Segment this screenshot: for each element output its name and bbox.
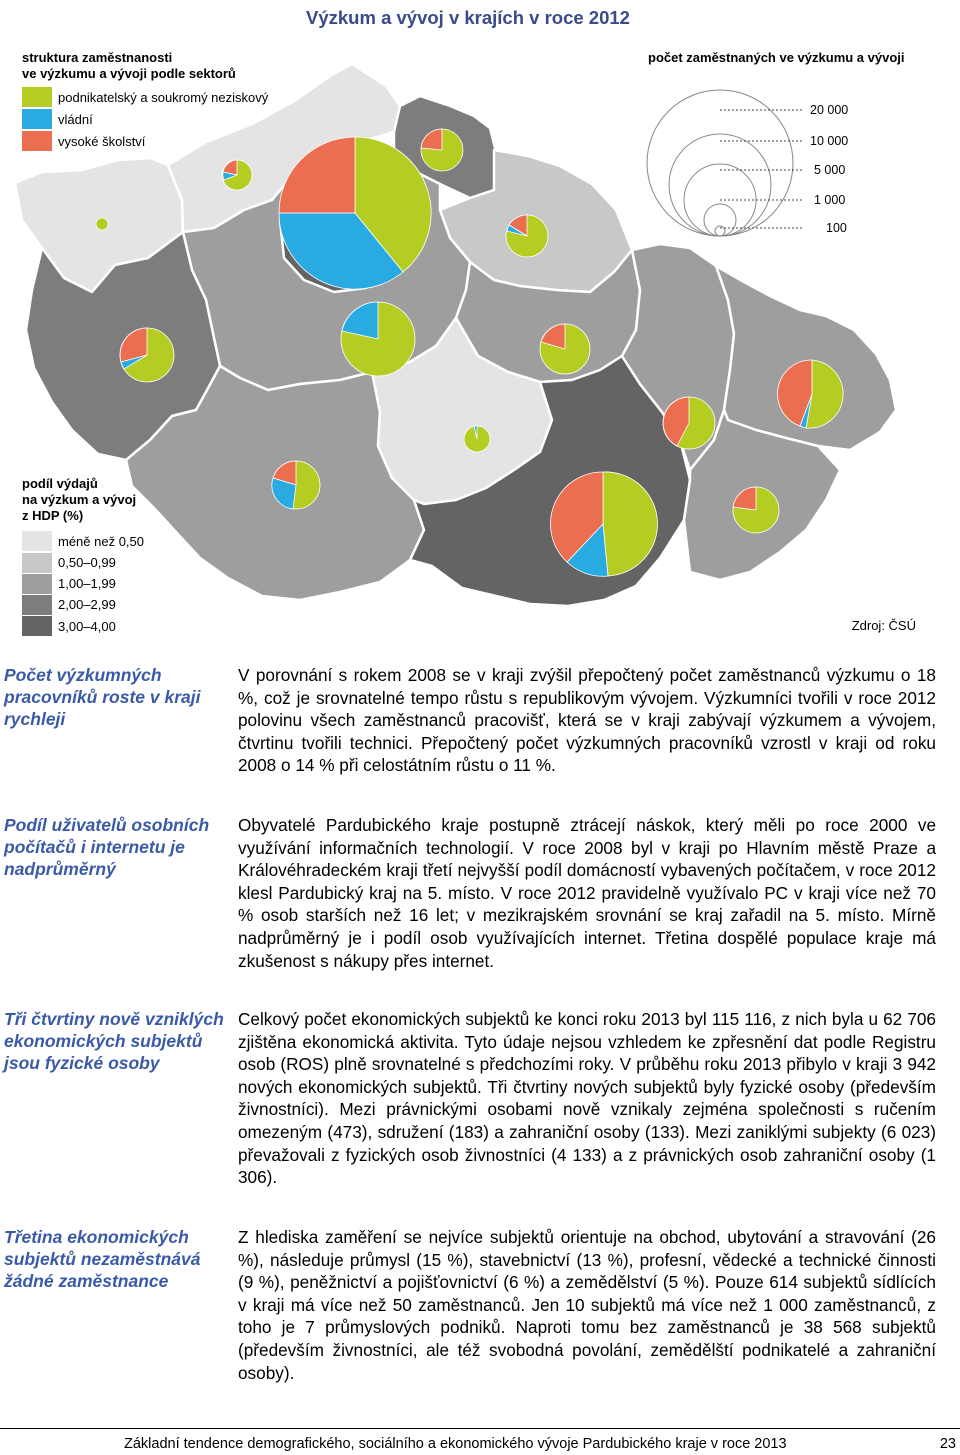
legend-label: vládní (58, 112, 93, 127)
gdp-swatch (22, 595, 52, 615)
gdp-legend-label: 0,50–0,99 (58, 555, 116, 570)
gdp-legend-title: podíl výdajů (22, 476, 98, 491)
gdp-swatch (22, 616, 52, 636)
pie-kralovehradecky (506, 215, 548, 257)
pie-plzensky (120, 328, 174, 382)
pie-ustecky (222, 160, 252, 190)
gdp-legend-label: méně než 0,50 (58, 534, 145, 549)
footer-text: Základní tendence demografického, sociálního a ekonomického vývoje Pardubického kraje v roce 2013 (124, 1436, 787, 1452)
sector-legend-title: ve výzkumu a vývoji podle sektorů (22, 66, 236, 81)
paragraph-research: V porovnání s rokem 2008 se v kraji zvýšil přepočtený počet zaměstnanců výzkumu o 18 %, což je srovnatelné tempo růstu s republikovým vývojem. Výzkumníci tvořili v roce 2012 polovinu všech zaměstnanců pracovišť, která se v kraji zabývají výzkumem a vývojem, čtvrtinu tvořili technici. Přepočtený počet výzkumných pracovníků vzrostl v kraji od roku 2008 o 14 % při celostátním růstu o 11 %. (238, 665, 936, 776)
pie-liberecky (421, 129, 463, 171)
pie-zlinsky (733, 487, 779, 533)
gdp-legend-label: 3,00–4,00 (58, 619, 116, 634)
pie-vysocina (464, 426, 490, 452)
gdp-legend-label: 1,00–1,99 (58, 576, 116, 591)
side-note-new-entities: Tři čtvrtiny nově vzniklých ekonomických subjektů jsou fyzické osoby (4, 1009, 224, 1073)
paragraph-economic-entities: Celkový počet ekonomických subjektů ke konci roku 2013 byl 115 116, z nich byla u 62 706 zjištěna ekonomická aktivita. Tyto údaje nejsou vzhledem ke zpřesnění dat podle Registru osob (ROS) plně srovnatelné s předchozími roky. V průběhu roku 2013 přibylo v kraji 3 942 nových ekonomických subjektů. Tři čtvrtiny nových subjektů byly fyzické osoby (především živnostníci). Mezi právnickými osobami nově vznikaly zejména společnosti s ručením omezeným (473), sdružení (183) a zahraniční osoby (133). Mezi zaniklými subjekty (6 023) převažovali z fyzických osob živnostníci (4 133) a z právnických osob zahraniční osoby (1 306). (238, 1009, 936, 1188)
map-source: Zdroj: ČSÚ (851, 618, 916, 633)
gdp-legend (22, 476, 144, 636)
pie-praha (279, 137, 431, 289)
pie-olomoucky (663, 397, 715, 449)
legend-swatch-higher-education (22, 131, 52, 151)
legend-swatch-government (22, 109, 52, 129)
size-legend-label: 5 000 (814, 163, 846, 177)
pie-jihocesky (272, 461, 320, 509)
pie-stredocesky (341, 302, 415, 376)
sector-legend-title: struktura zaměstnanosti (22, 50, 173, 65)
gdp-legend-title: z HDP (%) (22, 508, 84, 523)
legend-swatch-business (22, 87, 52, 107)
size-legend-label: 1 000 (814, 193, 846, 207)
gdp-swatch (22, 553, 52, 573)
rd-regions-map (0, 0, 960, 650)
pie-moravskoslezsky (777, 360, 843, 428)
side-note-pc-internet: Podíl uživatelů osobních počítačů i internetu je nadprůměrný (4, 815, 210, 879)
size-legend-label: 100 (826, 221, 847, 235)
pie-jihomoravsky (550, 472, 657, 576)
side-note-research-staff: Počet výzkumných pracovníků roste v kraji rychleji (4, 665, 201, 729)
footer-rule (0, 1428, 960, 1429)
size-legend-title: počet zaměstnaných ve výzkumu a vývoji (648, 50, 905, 65)
pie-pardubicky (540, 324, 590, 374)
side-note-no-employees: Třetina ekonomických subjektů nezaměstnává žádné zaměstnance (4, 1227, 201, 1291)
paragraph-ict: Obyvatelé Pardubického kraje postupně ztrácejí náskok, který měli po roce 2000 ve využívání informačních technologií. V roce 2008 byl v kraji po Hlavním městě Praze a Královéhradeckém kraji třetí nejvyšší podíl domácností vybavených počítačem, v roce 2012 klesl Pardubický kraj na 5. místo. V roce 2012 pravidelně využívalo PC v kraji více než 70 % osob starších než 16 let; v mezikrajském srovnání se kraj zařadil na 5. místo. Mírně nadprůměrný je i podíl osob využívajících internet. Třetina dospělé populace kraje má zkušenost s nákupy přes internet. (238, 815, 936, 971)
legend-label: podnikatelský a soukromý neziskový (58, 90, 269, 105)
legend-label: vysoké školství (58, 134, 146, 149)
gdp-swatch (22, 531, 52, 551)
pie-karlovarsky (96, 218, 108, 230)
paragraph-sectors: Z hlediska zaměření se nejvíce subjektů orientuje na obchod, ubytování a stravování (26 %), následuje průmysl (15 %), stavebnictví (13 %), profesní, vědecké a technické činnosti (9 %), peněžnictví a pojišťovnictví (6 %) a zemědělství (5 %). Pouze 614 subjektů sídlících v kraji má více než 50 zaměstnanců. Jen 10 subjektů má více než 1 000 zaměstnanců, z toho je 7 průmyslových podniků. Naproti tomu bez zaměstnanců je 38 568 subjektů (především živnostníci, ale též svobodná povolání, zemědělští podnikatelé a zahraniční osoby). (238, 1227, 936, 1383)
map-title: Výzkum a vývoj v krajích v roce 2012 (306, 7, 630, 28)
gdp-swatch (22, 574, 52, 594)
size-legend (647, 50, 905, 236)
size-legend-label: 20 000 (810, 103, 849, 117)
page-number: 23 (939, 1436, 956, 1452)
gdp-legend-title: na výzkum a vývoj (22, 492, 137, 507)
gdp-legend-label: 2,00–2,99 (58, 597, 116, 612)
size-legend-label: 10 000 (810, 134, 849, 148)
